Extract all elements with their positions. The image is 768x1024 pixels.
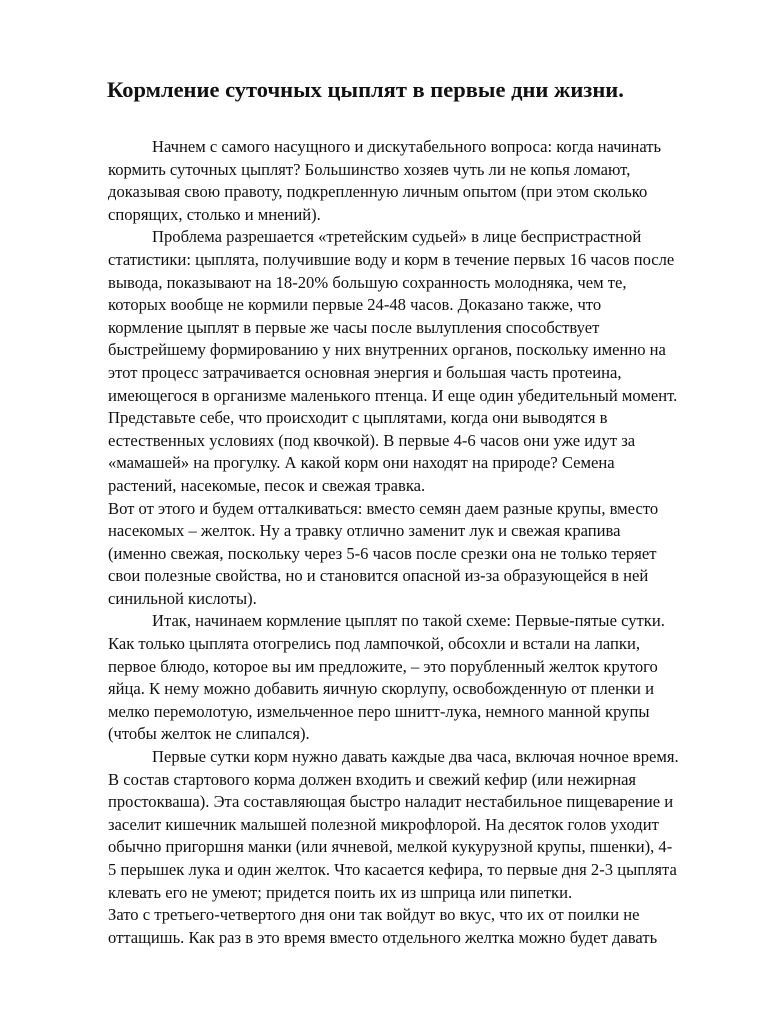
text-line: обычно пригоршня манки (или ячневой, мелкой кукурузной крупы, пшенки), 4- xyxy=(108,837,673,857)
text-line: (именно свежая, поскольку через 5-6 часов после срезки она не только теряет xyxy=(108,543,657,563)
text-line: Итак, начинаем кормление цыплят по такой схеме: Первые-пятые сутки. xyxy=(152,611,665,631)
text-line: мелко перемолотую, измельченное перо шнитт-лука, немного манной крупы xyxy=(108,701,650,721)
text-line: доказывая свою правоту, подкрепленную личным опытом (при этом сколько xyxy=(108,182,648,202)
text-line: растений, насекомые, песок и свежая травка. xyxy=(108,475,426,495)
text-line: Первые сутки корм нужно давать каждые два часа, включая ночное время. xyxy=(152,747,679,767)
text-line: которых вообще не кормили первые 24-48 часов. Доказано также, что xyxy=(108,295,602,315)
text-line: синильной кислоты). xyxy=(108,588,257,608)
text-line: кормление цыплят в первые же часы после вылупления способствует xyxy=(108,317,600,337)
text-line: Проблема разрешается «третейским судьей» в лице беспристрастной xyxy=(152,227,642,247)
text-line: кормить суточных цыплят? Большинство хозяев чуть ли не копья ломают, xyxy=(108,159,631,179)
text-line: статистики: цыплята, получившие воду и корм в течение первых 16 часов после xyxy=(108,249,675,269)
text-line: Как только цыплята отогрелись под лампочкой, обсохли и встали на лапки, xyxy=(108,634,640,654)
text-line: 5 перышек лука и один желток. Что касается кефира, то первые дня 2-3 цыплята xyxy=(108,860,677,879)
text-line: быстрейшему формированию у них внутренних органов, поскольку именно на xyxy=(108,340,666,360)
text-line: оттащишь. Как раз в это время вместо отдельного желтка можно будет давать xyxy=(108,927,658,947)
document-body xyxy=(108,136,728,949)
text-line: Зато с третьего-четвертого дня они так войдут во вкус, что их от поилки не xyxy=(108,905,640,925)
text-line: вывода, показывают на 18-20% большую сохранность молодняка, чем те, xyxy=(108,272,627,292)
text-line: простокваша). Эта составляющая быстро наладит нестабильное пищеварение и xyxy=(108,792,674,812)
text-line: свои полезные свойства, но и становится опасной из-за образующейся в ней xyxy=(108,566,649,586)
text-line: первое блюдо, которое вы им предложите, – это порубленный желток крутого xyxy=(108,656,658,676)
text-line: яйца. К нему можно добавить яичную скорлупу, освобожденную от пленки и xyxy=(108,679,654,699)
text-line: заселит кишечник малышей полезной микрофлорой. На десяток голов уходит xyxy=(108,814,659,834)
text-line: естественных условиях (под квочкой). В первые 4-6 часов они уже идут за xyxy=(108,430,636,450)
text-line: Начнем с самого насущного и дискутабельного вопроса: когда начинать xyxy=(152,137,662,156)
text-line: имеющегося в организме маленького птенца. И еще один убедительный момент. xyxy=(108,385,678,405)
text-line: (чтобы желток не слипался). xyxy=(108,724,310,744)
text-line: клевать его не умеют; придется поить их из шприца или пипетки. xyxy=(108,882,573,902)
text-line: насекомых – желток. Ну а травку отлично заменит лук и свежая крапива xyxy=(108,521,621,541)
text-line: этот процесс затрачивается основная энергия и большая часть протеина, xyxy=(108,362,622,382)
text-line: «мамашей» на прогулку. А какой корм они находят на природе? Семена xyxy=(108,453,615,473)
text-line: Представьте себе, что происходит с цыплятами, когда они выводятся в xyxy=(108,408,608,428)
document-title: Кормление суточных цыплят в первые дни жизни. xyxy=(107,77,624,102)
text-line: Вот от этого и будем отталкиваться: вместо семян даем разные крупы, вместо xyxy=(108,498,659,518)
text-line: спорящих, столько и мнений). xyxy=(108,204,321,224)
text-line: В состав стартового корма должен входить и свежий кефир (или нежирная xyxy=(108,769,637,789)
